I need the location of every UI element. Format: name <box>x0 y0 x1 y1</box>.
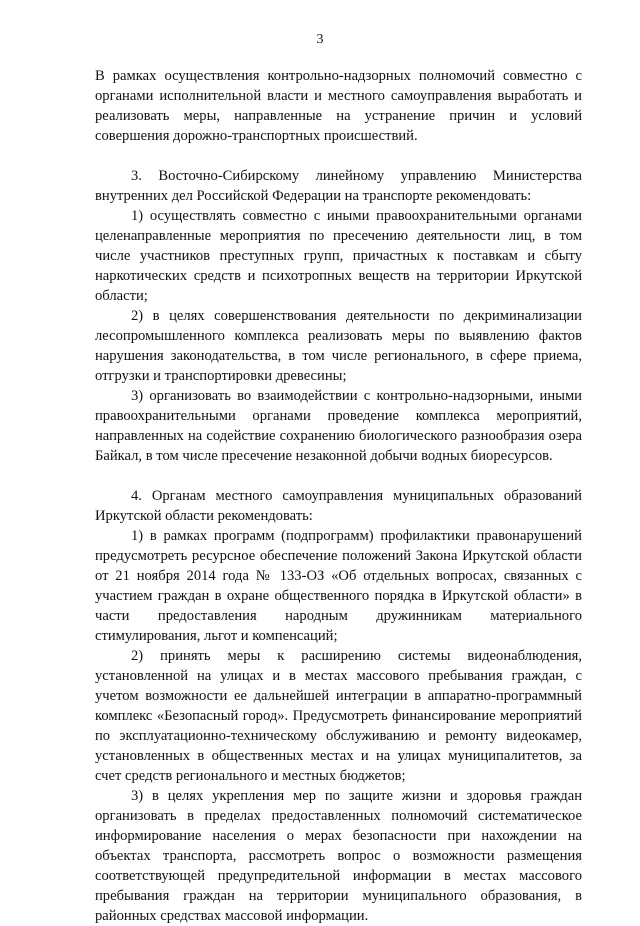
paragraph-section-4: 4. Органам местного самоуправления муниципальных образований Иркутской области рекомендовать: <box>95 488 582 524</box>
paragraph-section-4-item-1: 1) в рамках программ (подпрограмм) профилактики правонарушений предусмотреть ресурсное обеспечение положений Закона Иркутской области от 21 ноября 2014 года № 133-ОЗ «Об отдельных вопросах, связанных с участием граждан в охране общественного порядка в Иркутской области» в части предоставления народным дружинникам материального стимулирования, льгот и компенсаций; <box>95 528 582 644</box>
paragraph-section-3-item-3: 3) организовать во взаимодействии с контрольно-надзорными, иными правоохранительными органами проведение комплекса мероприятий, направленных на содействие сохранению биологического разнообразия озера Байкал, в том числе пресечение незаконной добычи водных биоресурсов. <box>95 388 582 464</box>
paragraph-section-3: 3. Восточно-Сибирскому линейному управлению Министерства внутренних дел Российской Федерации на транспорте рекомендовать: <box>95 168 582 204</box>
paragraph-intro: В рамках осуществления контрольно-надзорных полномочий совместно с органами исполнительной власти и местного самоуправления выработать и реализовать меры, направленные на устранение причин и условий совершения дорожно-транспортных происшествий. <box>95 68 582 144</box>
paragraph-section-3-item-2: 2) в целях совершенствования деятельности по декриминализации лесопромышленного комплекса реализовать меры по выявлению фактов нарушения законодательства, в том числе регионального, в сфере приема, отгрузки и транспортировки древесины; <box>95 308 582 384</box>
page-number: 3 <box>316 32 324 47</box>
paragraph-section-3-item-1: 1) осуществлять совместно с иными правоохранительными органами целенаправленные мероприятия по пресечению деятельности лиц, в том числе участников преступных групп, причастных к поставкам и сбыту наркотических средств и психотропных веществ на территории Иркутской области; <box>95 208 582 304</box>
paragraph-section-4-item-3: 3) в целях укрепления мер по защите жизни и здоровья граждан организовать в пределах предоставленных полномочий систематическое информирование населения о мерах безопасности при нахождении на объектах транспорта, рассмотреть вопрос о возможности размещения соответствующей предупредительной информации в местах массового пребывания граждан на территории муниципального образования, в районных средствах массовой информации. <box>95 788 582 924</box>
document-body <box>95 66 582 926</box>
paragraph-section-4-item-2: 2) принять меры к расширению системы видеонаблюдения, установленной на улицах и в местах массового пребывания граждан, с учетом возможности ее дальнейшей интеграции в аппаратно-программный комплекс «Безопасный город». Предусмотреть финансирование мероприятий по эксплуатационно-техническому обслуживанию и ремонту видеокамер, установленных в общественных местах и на улицах муниципалитетов, за счет средств регионального и местных бюджетов; <box>95 648 582 784</box>
